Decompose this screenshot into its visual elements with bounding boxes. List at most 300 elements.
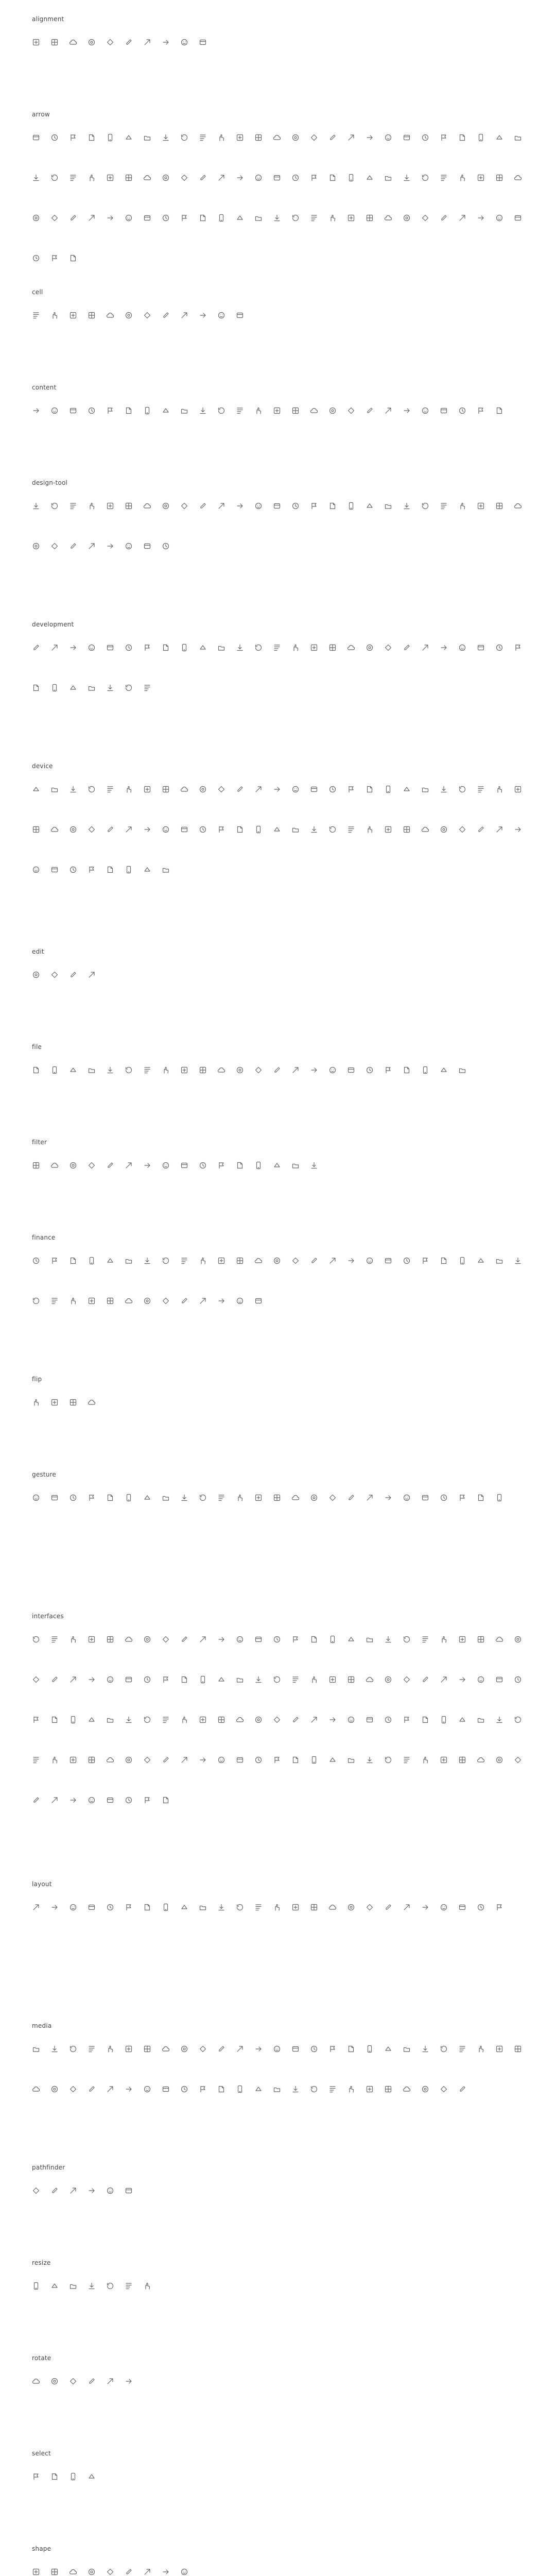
design-tool-25-icon[interactable] — [477, 502, 485, 510]
media-23-icon[interactable] — [440, 2045, 448, 2053]
filter-1-icon[interactable] — [32, 1161, 40, 1170]
arrow-68-icon[interactable] — [273, 214, 281, 222]
finance-23-icon[interactable] — [440, 1257, 448, 1265]
arrow-62-icon[interactable] — [162, 214, 170, 222]
interfaces-68-icon[interactable] — [273, 1716, 281, 1724]
design-tool-8-icon[interactable] — [162, 502, 170, 510]
media-40-icon[interactable] — [254, 2085, 263, 2093]
resize-1-icon[interactable] — [32, 2282, 40, 2290]
device-18-icon[interactable] — [347, 785, 355, 793]
arrow-26-icon[interactable] — [495, 133, 503, 142]
cell-5-icon[interactable] — [106, 311, 114, 319]
gesture-8-icon[interactable] — [162, 1494, 170, 1502]
filter-7-icon[interactable] — [143, 1161, 151, 1170]
media-12-icon[interactable] — [236, 2045, 244, 2053]
device-14-icon[interactable] — [273, 785, 281, 793]
filter-8-icon[interactable] — [162, 1161, 170, 1170]
interfaces-1-icon[interactable] — [32, 1635, 40, 1643]
interfaces-101-icon[interactable] — [384, 1756, 392, 1764]
arrow-52-icon[interactable] — [477, 174, 485, 182]
arrow-34-icon[interactable] — [143, 174, 151, 182]
file-5-icon[interactable] — [106, 1066, 114, 1074]
design-tool-13-icon[interactable] — [254, 502, 263, 510]
layout-15-icon[interactable] — [291, 1903, 300, 1911]
arrow-73-icon[interactable] — [366, 214, 374, 222]
gesture-14-icon[interactable] — [273, 1494, 281, 1502]
interfaces-22-icon[interactable] — [421, 1635, 429, 1643]
development-27-icon[interactable] — [514, 643, 522, 652]
finance-9-icon[interactable] — [180, 1257, 188, 1265]
edit-4-icon[interactable] — [88, 971, 96, 979]
device-20-icon[interactable] — [384, 785, 392, 793]
device-41-icon[interactable] — [273, 825, 281, 834]
align-right-icon[interactable] — [88, 38, 96, 46]
device-25-icon[interactable] — [477, 785, 485, 793]
interfaces-113-icon[interactable] — [106, 1796, 114, 1804]
media-24-icon[interactable] — [458, 2045, 466, 2053]
interfaces-105-icon[interactable] — [458, 1756, 466, 1764]
arrow-33-icon[interactable] — [125, 174, 133, 182]
layout-18-icon[interactable] — [347, 1903, 355, 1911]
interfaces-49-icon[interactable] — [421, 1675, 429, 1684]
gesture-7-icon[interactable] — [143, 1494, 151, 1502]
gesture-23-icon[interactable] — [440, 1494, 448, 1502]
content-10-icon[interactable] — [199, 406, 207, 415]
align-center-icon[interactable] — [50, 38, 59, 46]
interfaces-52-icon[interactable] — [477, 1675, 485, 1684]
file-11-icon[interactable] — [217, 1066, 225, 1074]
arrow-57-icon[interactable] — [69, 214, 77, 222]
gesture-3-icon[interactable] — [69, 1494, 77, 1502]
cell-3-icon[interactable] — [69, 311, 77, 319]
arrow-21-icon[interactable] — [403, 133, 411, 142]
device-38-icon[interactable] — [217, 825, 225, 834]
development-28-icon[interactable] — [32, 684, 40, 692]
content-26-icon[interactable] — [495, 406, 503, 415]
gesture-24-icon[interactable] — [458, 1494, 466, 1502]
finance-16-icon[interactable] — [310, 1257, 318, 1265]
arrow-66-icon[interactable] — [236, 214, 244, 222]
interfaces-58-icon[interactable] — [88, 1716, 96, 1724]
design-tool-27-icon[interactable] — [514, 502, 522, 510]
arrow-24-icon[interactable] — [458, 133, 466, 142]
interfaces-45-icon[interactable] — [347, 1675, 355, 1684]
media-46-icon[interactable] — [366, 2085, 374, 2093]
content-22-icon[interactable] — [421, 406, 429, 415]
media-5-icon[interactable] — [106, 2045, 114, 2053]
interfaces-9-icon[interactable] — [180, 1635, 188, 1643]
device-50-icon[interactable] — [440, 825, 448, 834]
device-22-icon[interactable] — [421, 785, 429, 793]
interfaces-50-icon[interactable] — [440, 1675, 448, 1684]
design-tool-26-icon[interactable] — [495, 502, 503, 510]
development-26-icon[interactable] — [495, 643, 503, 652]
file-19-icon[interactable] — [366, 1066, 374, 1074]
arrow-83-icon[interactable] — [50, 254, 59, 262]
gesture-17-icon[interactable] — [328, 1494, 337, 1502]
design-tool-3-icon[interactable] — [69, 502, 77, 510]
device-32-icon[interactable] — [106, 825, 114, 834]
design-tool-19-icon[interactable] — [366, 502, 374, 510]
media-21-icon[interactable] — [403, 2045, 411, 2053]
filter-3-icon[interactable] — [69, 1161, 77, 1170]
gesture-13-icon[interactable] — [254, 1494, 263, 1502]
file-17-icon[interactable] — [328, 1066, 337, 1074]
development-34-icon[interactable] — [143, 684, 151, 692]
arrow-72-icon[interactable] — [347, 214, 355, 222]
arrow-13-icon[interactable] — [254, 133, 263, 142]
finance-4-icon[interactable] — [88, 1257, 96, 1265]
interfaces-73-icon[interactable] — [366, 1716, 374, 1724]
media-18-icon[interactable] — [347, 2045, 355, 2053]
interfaces-89-icon[interactable] — [162, 1756, 170, 1764]
finance-15-icon[interactable] — [291, 1257, 300, 1265]
device-43-icon[interactable] — [310, 825, 318, 834]
interfaces-104-icon[interactable] — [440, 1756, 448, 1764]
device-5-icon[interactable] — [106, 785, 114, 793]
development-12-icon[interactable] — [236, 643, 244, 652]
arrow-15-icon[interactable] — [291, 133, 300, 142]
interfaces-93-icon[interactable] — [236, 1756, 244, 1764]
file-15-icon[interactable] — [291, 1066, 300, 1074]
interfaces-98-icon[interactable] — [328, 1756, 337, 1764]
arrow-32-icon[interactable] — [106, 174, 114, 182]
development-3-icon[interactable] — [69, 643, 77, 652]
interfaces-15-icon[interactable] — [291, 1635, 300, 1643]
media-31-icon[interactable] — [88, 2085, 96, 2093]
interfaces-75-icon[interactable] — [403, 1716, 411, 1724]
device-1-icon[interactable] — [32, 785, 40, 793]
arrow-10-icon[interactable] — [199, 133, 207, 142]
layout-25-icon[interactable] — [477, 1903, 485, 1911]
device-23-icon[interactable] — [440, 785, 448, 793]
media-11-icon[interactable] — [217, 2045, 225, 2053]
interfaces-87-icon[interactable] — [125, 1756, 133, 1764]
media-42-icon[interactable] — [291, 2085, 300, 2093]
finance-20-icon[interactable] — [384, 1257, 392, 1265]
arrow-11-icon[interactable] — [217, 133, 225, 142]
finance-13-icon[interactable] — [254, 1257, 263, 1265]
arrow-29-icon[interactable] — [50, 174, 59, 182]
development-29-icon[interactable] — [50, 684, 59, 692]
arrow-40-icon[interactable] — [254, 174, 263, 182]
content-18-icon[interactable] — [347, 406, 355, 415]
content-5-icon[interactable] — [106, 406, 114, 415]
gesture-11-icon[interactable] — [217, 1494, 225, 1502]
arrow-55-icon[interactable] — [32, 214, 40, 222]
filter-4-icon[interactable] — [88, 1161, 96, 1170]
finance-10-icon[interactable] — [199, 1257, 207, 1265]
file-12-icon[interactable] — [236, 1066, 244, 1074]
media-37-icon[interactable] — [199, 2085, 207, 2093]
interfaces-57-icon[interactable] — [69, 1716, 77, 1724]
arrow-75-icon[interactable] — [403, 214, 411, 222]
file-8-icon[interactable] — [162, 1066, 170, 1074]
design-tool-29-icon[interactable] — [50, 542, 59, 550]
arrow-51-icon[interactable] — [458, 174, 466, 182]
interfaces-6-icon[interactable] — [125, 1635, 133, 1643]
interfaces-102-icon[interactable] — [403, 1756, 411, 1764]
interfaces-99-icon[interactable] — [347, 1756, 355, 1764]
interfaces-30-icon[interactable] — [69, 1675, 77, 1684]
arrow-17-icon[interactable] — [328, 133, 337, 142]
layout-3-icon[interactable] — [69, 1903, 77, 1911]
arrow-38-icon[interactable] — [217, 174, 225, 182]
rotate-4-icon[interactable] — [88, 2377, 96, 2385]
arrow-12-icon[interactable] — [236, 133, 244, 142]
interfaces-5-icon[interactable] — [106, 1635, 114, 1643]
gesture-26-icon[interactable] — [495, 1494, 503, 1502]
edit-1-icon[interactable] — [32, 971, 40, 979]
cell-8-icon[interactable] — [162, 311, 170, 319]
cell-4-icon[interactable] — [88, 311, 96, 319]
content-3-icon[interactable] — [69, 406, 77, 415]
content-23-icon[interactable] — [440, 406, 448, 415]
interfaces-17-icon[interactable] — [328, 1635, 337, 1643]
interfaces-41-icon[interactable] — [273, 1675, 281, 1684]
interfaces-111-icon[interactable] — [69, 1796, 77, 1804]
development-20-icon[interactable] — [384, 643, 392, 652]
device-35-icon[interactable] — [162, 825, 170, 834]
file-2-icon[interactable] — [50, 1066, 59, 1074]
finance-8-icon[interactable] — [162, 1257, 170, 1265]
interfaces-106-icon[interactable] — [477, 1756, 485, 1764]
interfaces-61-icon[interactable] — [143, 1716, 151, 1724]
media-44-icon[interactable] — [328, 2085, 337, 2093]
design-tool-17-icon[interactable] — [328, 502, 337, 510]
shape-3-icon[interactable] — [69, 2568, 77, 2576]
development-14-icon[interactable] — [273, 643, 281, 652]
design-tool-23-icon[interactable] — [440, 502, 448, 510]
gesture-25-icon[interactable] — [477, 1494, 485, 1502]
gesture-21-icon[interactable] — [403, 1494, 411, 1502]
arrow-1-icon[interactable] — [32, 133, 40, 142]
media-39-icon[interactable] — [236, 2085, 244, 2093]
pathfinder-2-icon[interactable] — [50, 2187, 59, 2195]
media-29-icon[interactable] — [50, 2085, 59, 2093]
media-3-icon[interactable] — [69, 2045, 77, 2053]
arrow-35-icon[interactable] — [162, 174, 170, 182]
rotate-6-icon[interactable] — [125, 2377, 133, 2385]
content-20-icon[interactable] — [384, 406, 392, 415]
media-19-icon[interactable] — [366, 2045, 374, 2053]
arrow-46-icon[interactable] — [366, 174, 374, 182]
arrow-39-icon[interactable] — [236, 174, 244, 182]
media-32-icon[interactable] — [106, 2085, 114, 2093]
development-17-icon[interactable] — [328, 643, 337, 652]
arrow-22-icon[interactable] — [421, 133, 429, 142]
layout-6-icon[interactable] — [125, 1903, 133, 1911]
file-1-icon[interactable] — [32, 1066, 40, 1074]
interfaces-83-icon[interactable] — [50, 1756, 59, 1764]
media-36-icon[interactable] — [180, 2085, 188, 2093]
arrow-81-icon[interactable] — [514, 214, 522, 222]
device-21-icon[interactable] — [403, 785, 411, 793]
select-4-icon[interactable] — [88, 2472, 96, 2481]
interfaces-16-icon[interactable] — [310, 1635, 318, 1643]
layout-22-icon[interactable] — [421, 1903, 429, 1911]
finance-6-icon[interactable] — [125, 1257, 133, 1265]
layout-16-icon[interactable] — [310, 1903, 318, 1911]
filter-10-icon[interactable] — [199, 1161, 207, 1170]
cell-6-icon[interactable] — [125, 311, 133, 319]
arrow-70-icon[interactable] — [310, 214, 318, 222]
arrow-37-icon[interactable] — [199, 174, 207, 182]
arrow-8-icon[interactable] — [162, 133, 170, 142]
interfaces-19-icon[interactable] — [366, 1635, 374, 1643]
resize-2-icon[interactable] — [50, 2282, 59, 2290]
file-14-icon[interactable] — [273, 1066, 281, 1074]
interfaces-26-icon[interactable] — [495, 1635, 503, 1643]
arrow-49-icon[interactable] — [421, 174, 429, 182]
interfaces-55-icon[interactable] — [32, 1716, 40, 1724]
interfaces-64-icon[interactable] — [199, 1716, 207, 1724]
layout-11-icon[interactable] — [217, 1903, 225, 1911]
development-1-icon[interactable] — [32, 643, 40, 652]
arrow-45-icon[interactable] — [347, 174, 355, 182]
device-58-icon[interactable] — [88, 866, 96, 874]
interfaces-4-icon[interactable] — [88, 1635, 96, 1643]
development-31-icon[interactable] — [88, 684, 96, 692]
interfaces-114-icon[interactable] — [125, 1796, 133, 1804]
finance-28-icon[interactable] — [32, 1297, 40, 1305]
layout-23-icon[interactable] — [440, 1903, 448, 1911]
media-22-icon[interactable] — [421, 2045, 429, 2053]
filter-15-icon[interactable] — [291, 1161, 300, 1170]
arrow-82-icon[interactable] — [32, 254, 40, 262]
file-18-icon[interactable] — [347, 1066, 355, 1074]
interfaces-46-icon[interactable] — [366, 1675, 374, 1684]
interfaces-11-icon[interactable] — [217, 1635, 225, 1643]
device-29-icon[interactable] — [50, 825, 59, 834]
media-13-icon[interactable] — [254, 2045, 263, 2053]
device-59-icon[interactable] — [106, 866, 114, 874]
cell-12-icon[interactable] — [236, 311, 244, 319]
interfaces-48-icon[interactable] — [403, 1675, 411, 1684]
distribute-vertical-icon[interactable] — [180, 38, 188, 46]
device-54-icon[interactable] — [514, 825, 522, 834]
arrow-61-icon[interactable] — [143, 214, 151, 222]
gesture-22-icon[interactable] — [421, 1494, 429, 1502]
shape-8-icon[interactable] — [162, 2568, 170, 2576]
interfaces-115-icon[interactable] — [143, 1796, 151, 1804]
device-16-icon[interactable] — [310, 785, 318, 793]
design-tool-30-icon[interactable] — [69, 542, 77, 550]
arrow-44-icon[interactable] — [328, 174, 337, 182]
media-16-icon[interactable] — [310, 2045, 318, 2053]
content-4-icon[interactable] — [88, 406, 96, 415]
interfaces-21-icon[interactable] — [403, 1635, 411, 1643]
arrow-74-icon[interactable] — [384, 214, 392, 222]
interfaces-86-icon[interactable] — [106, 1756, 114, 1764]
layout-14-icon[interactable] — [273, 1903, 281, 1911]
arrow-23-icon[interactable] — [440, 133, 448, 142]
media-6-icon[interactable] — [125, 2045, 133, 2053]
device-7-icon[interactable] — [143, 785, 151, 793]
media-34-icon[interactable] — [143, 2085, 151, 2093]
finance-22-icon[interactable] — [421, 1257, 429, 1265]
finance-25-icon[interactable] — [477, 1257, 485, 1265]
edit-3-icon[interactable] — [69, 971, 77, 979]
media-30-icon[interactable] — [69, 2085, 77, 2093]
filter-14-icon[interactable] — [273, 1161, 281, 1170]
media-26-icon[interactable] — [495, 2045, 503, 2053]
device-6-icon[interactable] — [125, 785, 133, 793]
device-53-icon[interactable] — [495, 825, 503, 834]
content-13-icon[interactable] — [254, 406, 263, 415]
device-2-icon[interactable] — [50, 785, 59, 793]
shape-7-icon[interactable] — [143, 2568, 151, 2576]
interfaces-8-icon[interactable] — [162, 1635, 170, 1643]
media-25-icon[interactable] — [477, 2045, 485, 2053]
design-tool-7-icon[interactable] — [143, 502, 151, 510]
layout-13-icon[interactable] — [254, 1903, 263, 1911]
filter-16-icon[interactable] — [310, 1161, 318, 1170]
device-56-icon[interactable] — [50, 866, 59, 874]
development-18-icon[interactable] — [347, 643, 355, 652]
device-3-icon[interactable] — [69, 785, 77, 793]
finance-1-icon[interactable] — [32, 1257, 40, 1265]
device-30-icon[interactable] — [69, 825, 77, 834]
development-4-icon[interactable] — [88, 643, 96, 652]
select-3-icon[interactable] — [69, 2472, 77, 2481]
device-37-icon[interactable] — [199, 825, 207, 834]
arrow-59-icon[interactable] — [106, 214, 114, 222]
design-tool-4-icon[interactable] — [88, 502, 96, 510]
interfaces-107-icon[interactable] — [495, 1756, 503, 1764]
finance-21-icon[interactable] — [403, 1257, 411, 1265]
device-17-icon[interactable] — [328, 785, 337, 793]
finance-5-icon[interactable] — [106, 1257, 114, 1265]
development-25-icon[interactable] — [477, 643, 485, 652]
device-39-icon[interactable] — [236, 825, 244, 834]
arrow-41-icon[interactable] — [273, 174, 281, 182]
arrow-56-icon[interactable] — [50, 214, 59, 222]
development-30-icon[interactable] — [69, 684, 77, 692]
arrow-2-icon[interactable] — [50, 133, 59, 142]
interfaces-43-icon[interactable] — [310, 1675, 318, 1684]
gesture-4-icon[interactable] — [88, 1494, 96, 1502]
arrow-42-icon[interactable] — [291, 174, 300, 182]
device-11-icon[interactable] — [217, 785, 225, 793]
finance-36-icon[interactable] — [180, 1297, 188, 1305]
flip-1-icon[interactable] — [32, 1398, 40, 1406]
arrow-77-icon[interactable] — [440, 214, 448, 222]
interfaces-27-icon[interactable] — [514, 1635, 522, 1643]
align-middle-icon[interactable] — [143, 38, 151, 46]
media-17-icon[interactable] — [328, 2045, 337, 2053]
development-23-icon[interactable] — [440, 643, 448, 652]
arrow-60-icon[interactable] — [125, 214, 133, 222]
content-25-icon[interactable] — [477, 406, 485, 415]
interfaces-97-icon[interactable] — [310, 1756, 318, 1764]
arrow-69-icon[interactable] — [291, 214, 300, 222]
development-16-icon[interactable] — [310, 643, 318, 652]
device-28-icon[interactable] — [32, 825, 40, 834]
pathfinder-1-icon[interactable] — [32, 2187, 40, 2195]
cell-2-icon[interactable] — [50, 311, 59, 319]
interfaces-82-icon[interactable] — [32, 1756, 40, 1764]
design-tool-6-icon[interactable] — [125, 502, 133, 510]
content-1-icon[interactable] — [32, 406, 40, 415]
cell-11-icon[interactable] — [217, 311, 225, 319]
media-9-icon[interactable] — [180, 2045, 188, 2053]
resize-4-icon[interactable] — [88, 2282, 96, 2290]
development-19-icon[interactable] — [366, 643, 374, 652]
interfaces-31-icon[interactable] — [88, 1675, 96, 1684]
finance-19-icon[interactable] — [366, 1257, 374, 1265]
media-50-icon[interactable] — [440, 2085, 448, 2093]
